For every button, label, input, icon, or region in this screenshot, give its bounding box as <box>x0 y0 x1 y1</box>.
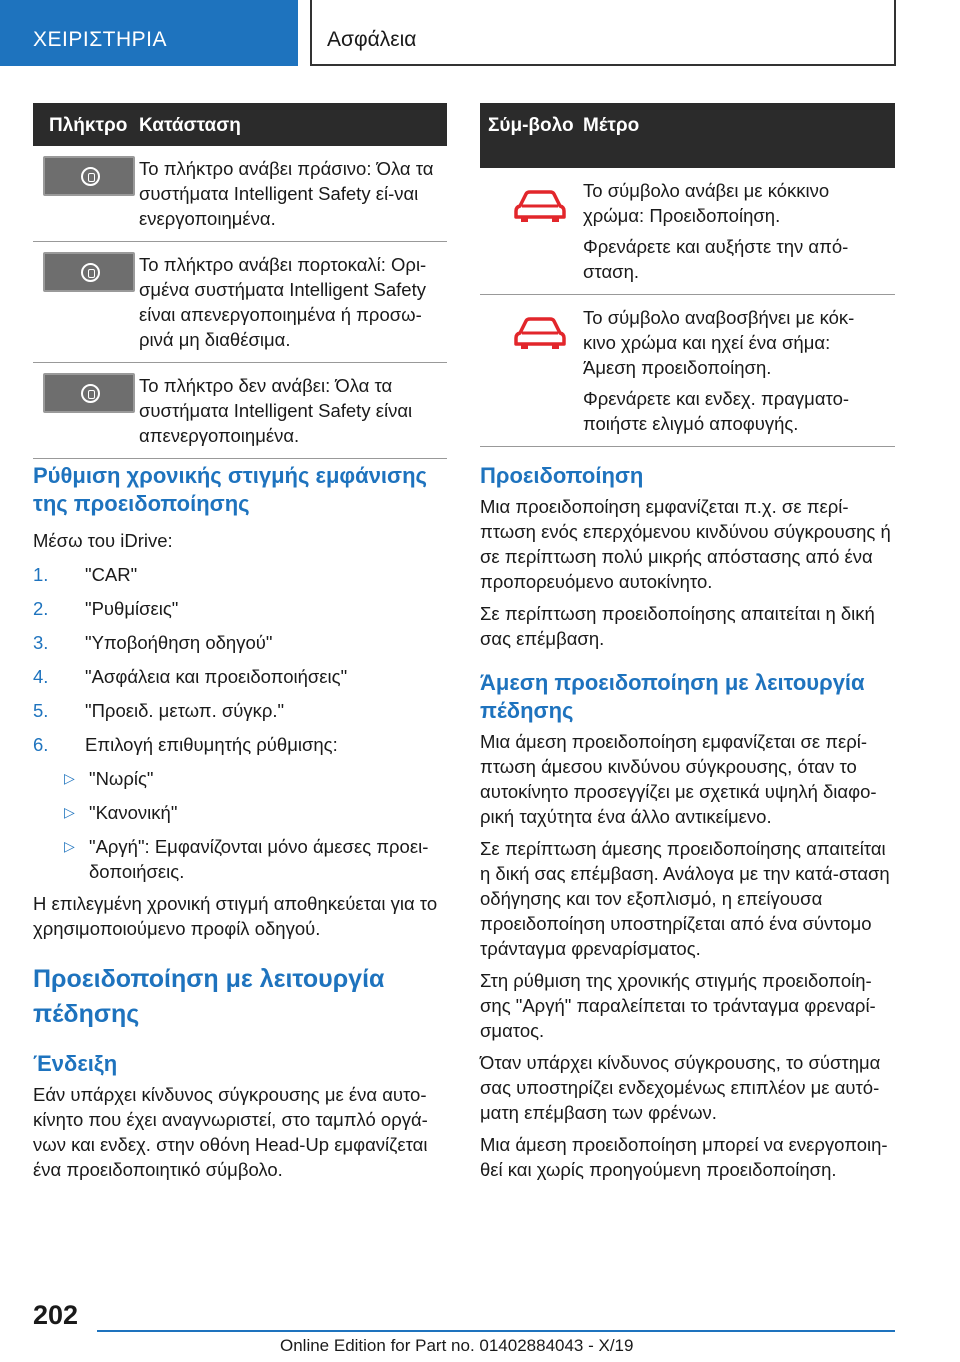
list-item: 2. "Ρυθμίσεις" <box>33 598 179 619</box>
list-item: 5. "Προειδ. μετωπ. σύγκρ." <box>33 700 285 721</box>
button-status-table <box>33 103 447 459</box>
section-title: Ασφάλεια <box>327 28 417 51</box>
chapter-tab <box>0 0 298 66</box>
body-text: Σε περίπτωση άμεσης προειδοποίησης απαιτείται η δική σας επέμβαση. Ανάλογα με την κατά-σταση οδήγησης και τον εξοπλισμό, η επείγουσα προειδοποίηση υποστηρίζεται από ένα σύντομο τράνταγμα φρεναρίσματος. <box>480 838 890 959</box>
header-rule <box>310 64 896 66</box>
list-item: 4. "Ασφάλεια και προειδοποιήσεις" <box>33 666 348 687</box>
heading-display: Ένδειξη <box>33 1051 118 1076</box>
note-text: Η επιλεγμένη χρονική στιγμή αποθηκεύεται για το χρησιμοποιούμενο προφίλ οδηγού. <box>33 893 438 939</box>
red-car-warning-icon <box>512 184 568 224</box>
page-number: 202 <box>33 1300 79 1330</box>
list-item: ▷ "Αργή": Εμφανίζονται μόνο άμεσες προει-δοποιήσεις. <box>64 836 429 882</box>
action-text: Το σύμβολο ανάβει με κόκκινο χρώμα: Προειδοποίηση. <box>583 180 830 226</box>
body-text: Όταν υπάρχει κίνδυνος σύγκρουσης, το σύστημα σας υποστηρίζει ενδεχομένως επιπλέον με αυτό-ματη επέμβαση των φρένων. <box>480 1052 881 1123</box>
status-text: Το πλήκτρο δεν ανάβει: Όλα τα συστήματα Intelligent Safety είναι απενεργοποιημένα. <box>139 363 447 459</box>
intelligent-safety-button-icon <box>43 252 135 292</box>
heading-warning: Προειδοποίηση <box>480 463 644 488</box>
edition-text: Online Edition for Part no. 01402884043 - X/19 <box>280 1336 634 1355</box>
display-text: Εάν υπάρχει κίνδυνος σύγκρουσης με ένα αυτο-κίνητο που έχει αναγνωριστεί, στο ταμπλό οργά-νων και ενδεχ. στην οθόνη Head-Up εμφανίζεται ένα προειδοποιητικό σύμβολο. <box>33 1084 428 1180</box>
table-header-button: Πλήκτρο <box>33 103 139 146</box>
table-row <box>33 146 447 242</box>
body-text: Σε περίπτωση προειδοποίησης απαιτείται η δική σας επέμβαση. <box>480 603 875 649</box>
action-text: Το σύμβολο αναβοσβήνει με κόκ-κινο χρώμα και ηχεί ένα σήμα: Άμεση προειδοποίηση. <box>583 307 855 378</box>
table-header-status: Κατάσταση <box>139 103 447 146</box>
table-row <box>33 242 447 363</box>
header-divider <box>310 0 312 66</box>
action-text: Φρενάρετε και αυξήστε την από-σταση. <box>583 236 849 282</box>
heading-immediate-warning: Άμεση προειδοποίηση με λειτουργία πέδησης <box>480 670 865 723</box>
body-text: Μια άμεση προειδοποίηση μπορεί να ενεργοποιη-θεί και χωρίς προηγούμενη προειδοποίηση. <box>480 1134 888 1180</box>
table-header-action: Μέτρο <box>583 103 895 168</box>
footer-rule <box>97 1330 895 1332</box>
timing-options <box>33 766 448 884</box>
red-car-warning-icon <box>512 311 568 351</box>
list-item: 3. "Υποβοήθηση οδηγού" <box>33 632 273 653</box>
intelligent-safety-button-icon <box>43 156 135 196</box>
list-item: 6. Επιλογή επιθυμητής ρύθμισης: <box>33 734 338 755</box>
settings-steps <box>33 562 448 757</box>
heading-warning-timing: Ρύθμιση χρονικής στιγμής εμφάνισης της προειδοποίησης <box>33 463 427 516</box>
list-item: ▷ "Κανονική" <box>64 802 178 823</box>
table-row <box>480 168 895 295</box>
chapter-title: ΧΕΙΡΙΣΤΗΡΙΑ <box>33 28 168 51</box>
action-text: Φρενάρετε και ενδεχ. πραγματο-ποιήστε ελιγμό αποφυγής. <box>583 388 850 434</box>
body-text: Στη ρύθμιση της χρονικής στιγμής προειδοποίη-σης "Αργή" παραλείπεται το τράνταγμα φρεναρί-σματος. <box>480 970 876 1041</box>
symbol-action-table <box>480 103 895 447</box>
header-rule-right <box>894 0 896 66</box>
table-row <box>480 295 895 447</box>
list-item: ▷ "Νωρίς" <box>64 768 154 789</box>
intro-text: Μέσω του iDrive: <box>33 530 173 551</box>
triangle-bullet-icon: ▷ <box>64 838 75 854</box>
body-text: Μια άμεση προειδοποίηση εμφανίζεται σε περί-πτωση άμεσου κινδύνου σύγκρουσης, όταν το αυτοκίνητο προσεγγίζει με σχετικά υψηλή διαφο-ρική ταχύτητα ένα άλλο αντικείμενο. <box>480 731 877 827</box>
list-item: 1. "CAR" <box>33 564 138 585</box>
status-text: Το πλήκτρο ανάβει πορτοκαλί: Ορι-σμένα συστήματα Intelligent Safety είναι απενεργοποιημένα ή προσω-ρινά μη διαθέσιμα. <box>139 242 447 363</box>
intelligent-safety-button-icon <box>43 373 135 413</box>
triangle-bullet-icon: ▷ <box>64 770 75 786</box>
triangle-bullet-icon: ▷ <box>64 804 75 820</box>
heading-brake-warning: Προειδοποίηση με λειτουργία πέδησης <box>33 965 385 1028</box>
table-row <box>33 363 447 459</box>
table-header-symbol: Σύμ-βολο <box>480 103 583 168</box>
status-text: Το πλήκτρο ανάβει πράσινο: Όλα τα συστήματα Intelligent Safety εί-ναι ενεργοποιημένα. <box>139 146 447 242</box>
body-text: Μια προειδοποίηση εμφανίζεται π.χ. σε περί-πτωση ενός επερχόμενου κινδύνου σύγκρουσης ή σε περίπτωση πολύ μικρής απόστασης από ένα προπορευόμενο αυτοκίνητο. <box>480 496 891 592</box>
